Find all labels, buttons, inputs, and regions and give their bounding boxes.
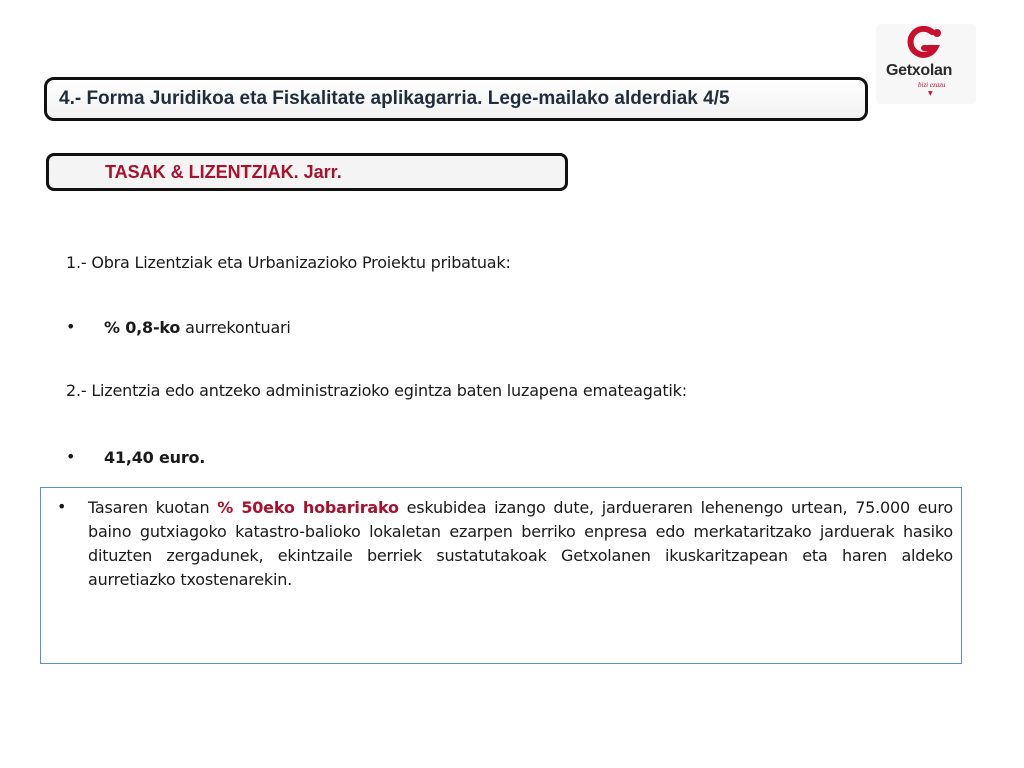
item1-heading: 1.- Obra Lizentziak eta Urbanizazioko Proiektu pribatuak:	[66, 253, 511, 272]
info-paragraph	[88, 496, 953, 592]
info-highlight: % 50eko hobarirako	[217, 498, 399, 517]
item1-bullet	[104, 318, 291, 337]
section-subtitle: TASAK & LIZENTZIAK. Jarr.	[105, 161, 342, 182]
logo-name: Getxolan	[886, 62, 953, 79]
subtitle-box	[46, 153, 568, 191]
item2-heading: 2.- Lizentzia edo antzeko administrazioko egintza baten luzapena emateagatik:	[66, 381, 687, 400]
logo-tagline: bizi ezazu	[918, 81, 946, 89]
info-text-before: Tasaren kuotan	[88, 498, 218, 517]
bullet-icon: •	[57, 497, 67, 516]
info-box	[40, 487, 962, 664]
item1-rate: % 0,8-ko	[104, 318, 181, 337]
page-title: 4.- Forma Juridikoa eta Fiskalitate aplikagarria. Lege-mailako alderdiak 4/5	[59, 88, 730, 109]
item2-amount: 41,40 euro.	[104, 448, 206, 467]
bullet-icon: •	[66, 317, 76, 336]
getxolan-logo	[876, 24, 976, 104]
title-box	[44, 77, 868, 121]
logo-arrow-icon: ▼	[928, 90, 933, 97]
info-text-after: eskubidea izango dute, jardueraren lehenengo urtean, 75.000 euro baino gutxiagoko katastro-balioko lokaletan ezarpen berriko enpresa edo merkataritzako jarduerak hasiko dituzten zergadunek, ekintzaile berriek sustatutakoak Getxolanen ikuskaritzapean eta haren aldeko aurretiazko txostenarekin.	[88, 498, 953, 589]
item1-bullet-text: aurrekontuari	[180, 318, 291, 337]
bullet-icon: •	[66, 447, 76, 466]
getxolan-g-icon	[902, 26, 948, 62]
